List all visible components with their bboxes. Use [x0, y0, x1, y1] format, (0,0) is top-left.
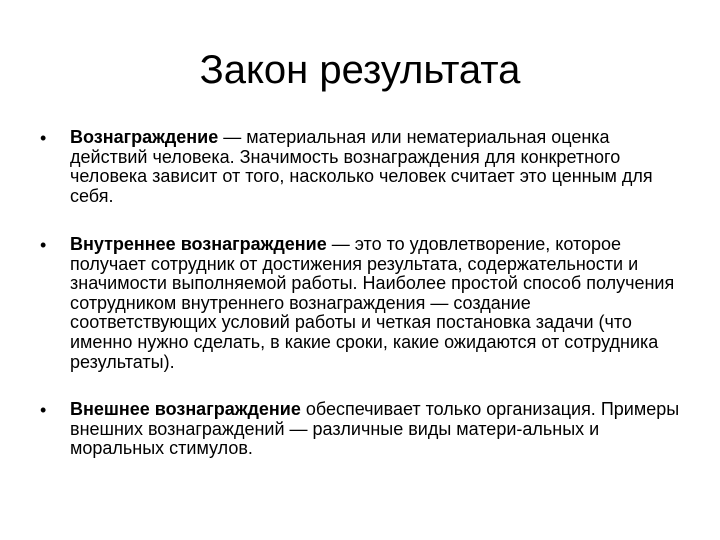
bullet-marker: •: [40, 235, 47, 255]
bullet-term: Вознаграждение: [70, 127, 219, 147]
slide-title: Закон результата: [199, 48, 521, 92]
bullet-description: обеспечивает только организация. Примеры внешних вознаграждений — различные виды матери-альных и моральных стимулов.: [70, 399, 680, 459]
bullet-term: Внешнее вознаграждение: [70, 399, 301, 419]
bullet-marker: •: [40, 400, 47, 420]
bullet-term: Внутреннее вознаграждение: [70, 234, 327, 254]
bullet-text: [70, 128, 680, 206]
bullet-description: — это то удовлетворение, которое получает сотрудник от достижения результата, содержательности и значимости выполняемой работы. Наиболее простой способ получения сотрудником внутреннего вознаграждения — создание соответствующих условий работы и четкая постановка задачи (что именно нужно сделать, в какие сроки, какие ожидаются от сотрудника результаты).: [70, 234, 675, 372]
bullet-text: [70, 235, 680, 372]
bullet-marker: •: [40, 128, 47, 148]
bullet-description: — материальная или нематериальная оценка действий человека. Значимость вознаграждения для конкретного человека зависит от того, насколько человек считает это ценным для себя.: [70, 127, 653, 206]
bullet-text: [70, 400, 680, 459]
